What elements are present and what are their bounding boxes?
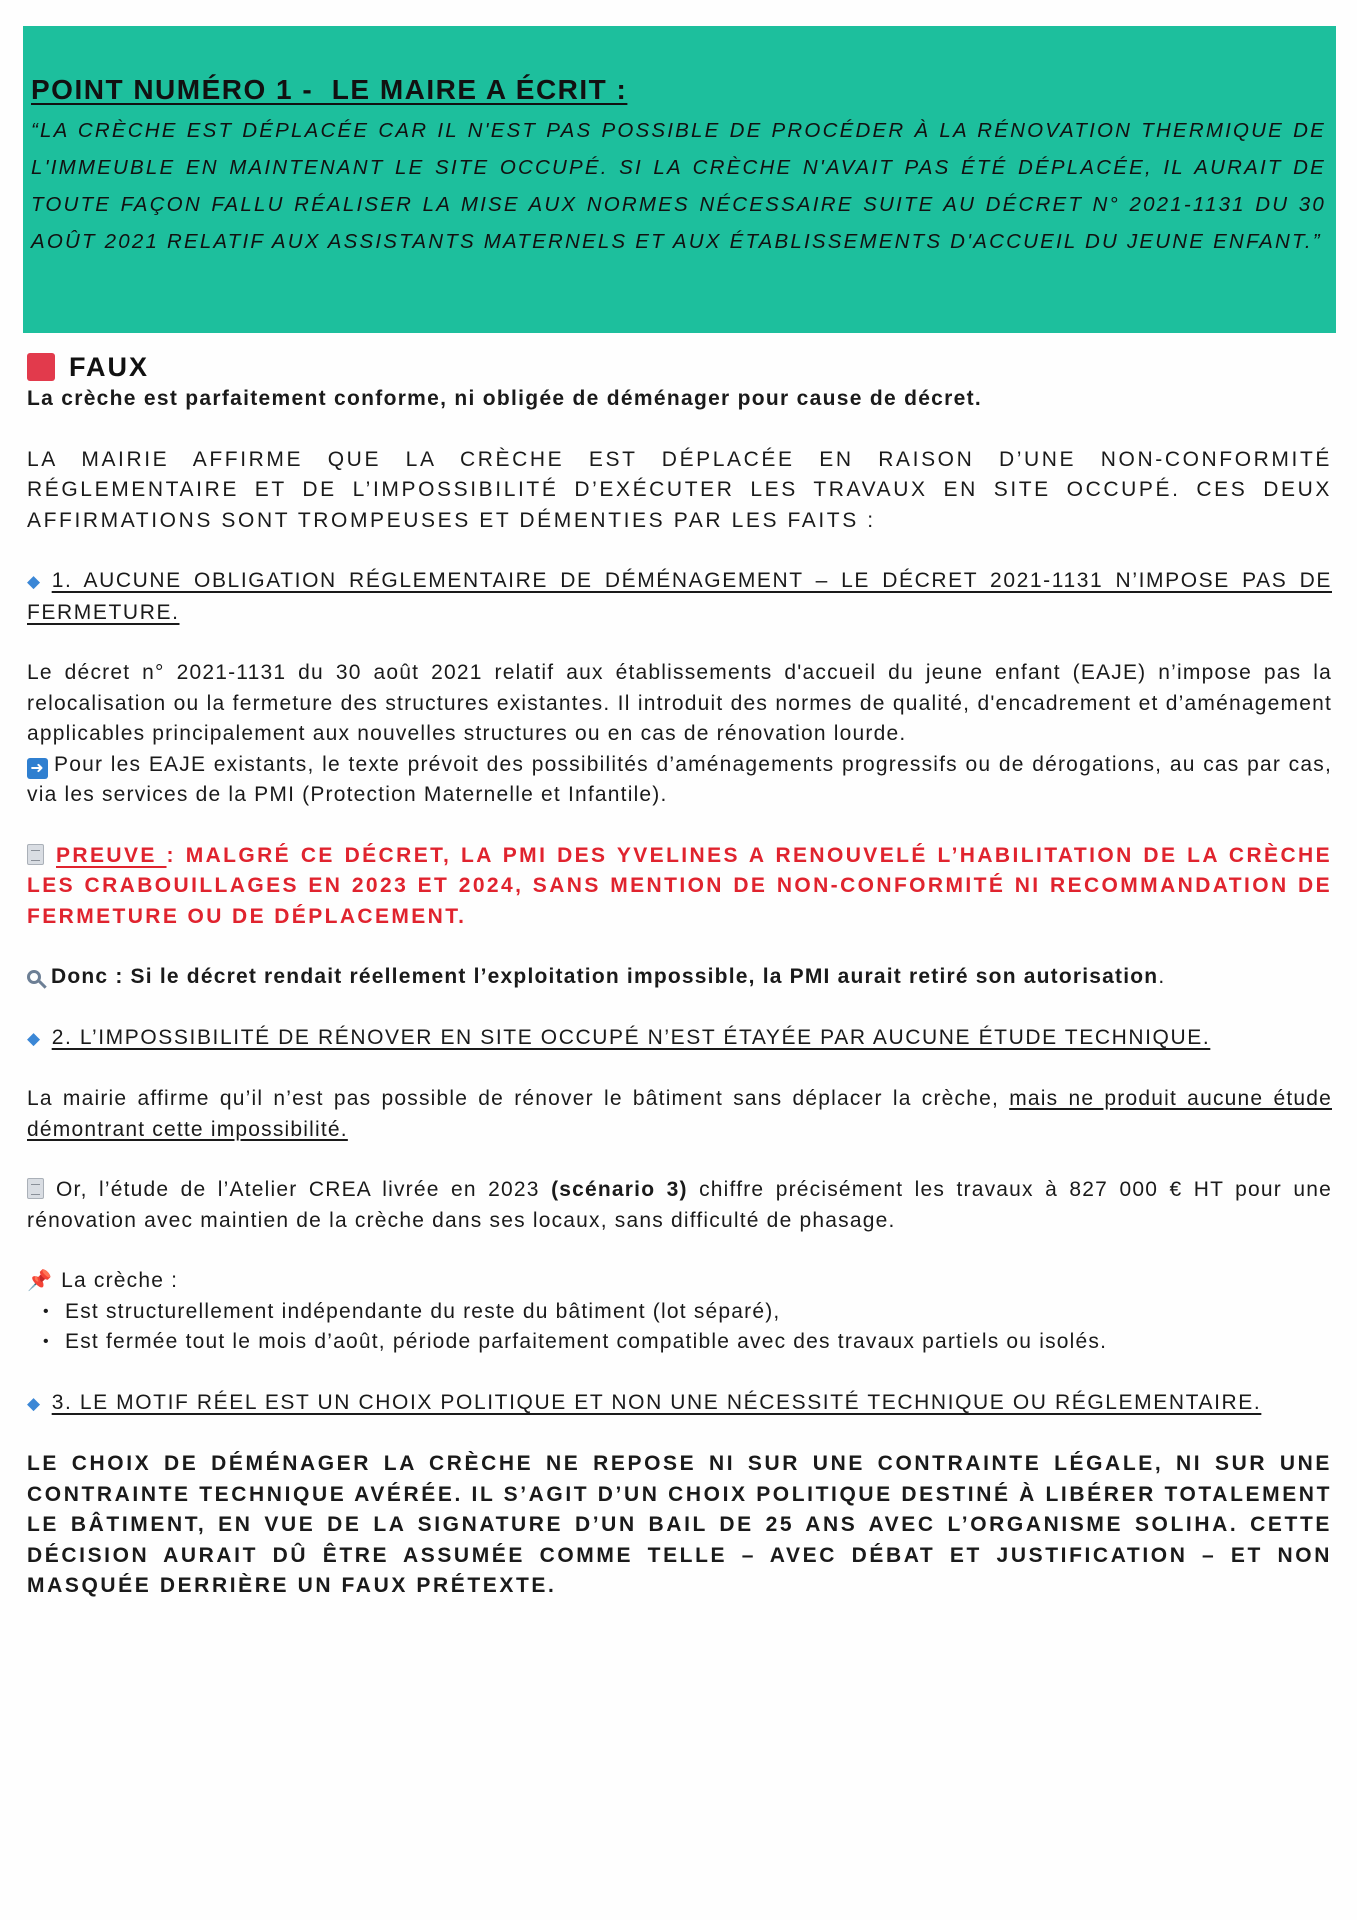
pushpin-icon: 📌: [27, 1270, 54, 1292]
list-item: • Est structurellement indépendante du reste du bâtiment (lot séparé),: [65, 1297, 1332, 1328]
list-item: • Est fermée tout le mois d’août, période parfaitement compatible avec des travaux partiels ou isolés.: [65, 1327, 1332, 1358]
blue-diamond-icon: ◆: [27, 1393, 42, 1413]
quote-text: “LA CRÈCHE EST DÉPLACÉE CAR IL N'EST PAS POSSIBLE DE PROCÉDER À LA RÉNOVATION THERMIQUE DE L'IMMEUBLE EN MAINTENANT LE SITE OCCUPÉ. SI LA CRÈCHE N'AVAIT PAS ÉTÉ DÉPLACÉE, IL AURAIT DE TOUTE FAÇON FALLU RÉALISER LA MISE AUX NORMES NÉCESSAIRE SUITE AU DÉCRET N° 2021-1131 DU 30 AOÛT 2021 RELATIF AUX ASSISTANTS MATERNELS ET AUX ÉTABLISSEMENTS D'ACCUEIL DU JEUNE ENFANT.”: [31, 119, 1326, 253]
document-icon: [27, 1178, 44, 1199]
blue-diamond-icon: ◆: [27, 1028, 42, 1048]
section-1-body: Le décret n° 2021-1131 du 30 août 2021 relatif aux établissements d'accueil du jeune enfant (EAJE) n’impose pas la relocalisation ou la fermeture des structures existantes. Il introduit des normes de qualité, d'encadrement et d’aménagement applicables principalement aux nouvelles structures ou en cas de rénovation lourde.: [27, 661, 1332, 745]
section-3-heading: ◆ 3. LE MOTIF RÉEL EST UN CHOIX POLITIQUE ET NON UNE NÉCESSITÉ TECHNIQUE OU RÉGLEMENTAIRE.: [27, 1388, 1332, 1420]
intro-paragraph: LA MAIRIE AFFIRME QUE LA CRÈCHE EST DÉPLACÉE EN RAISON D’UNE NON-CONFORMITÉ RÉGLEMENTAIRE ET DE L’IMPOSSIBILITÉ D’EXÉCUTER LES TRAVAUX EN SITE OCCUPÉ. CES DEUX AFFIRMATIONS SONT TROMPEUSES ET DÉMENTIES PAR LES FAITS :: [27, 447, 1332, 532]
red-square-icon: [27, 353, 55, 381]
section-1-conclusion: Donc : Si le décret rendait réellement l’exploitation impossible, la PMI aurait retiré son autorisation.: [27, 962, 1332, 993]
blue-diamond-icon: ◆: [27, 572, 42, 591]
right-arrow-icon: ➜: [27, 758, 48, 779]
verdict: [27, 350, 1332, 384]
document-body: [27, 350, 1332, 1602]
section-2-list-intro: 📌 La crèche :: [27, 1269, 179, 1292]
proof-label: PREUVE: [56, 843, 167, 867]
magnifier-icon: [27, 970, 41, 984]
verdict-summary: La crèche est parfaitement conforme, ni obligée de déménager pour cause de décret.: [27, 387, 983, 410]
section-2-heading: ◆ 2. L’IMPOSSIBILITÉ DE RÉNOVER EN SITE OCCUPÉ N’EST ÉTAYÉE PAR AUCUNE ÉTUDE TECHNIQUE.: [27, 1023, 1332, 1055]
section-3-conclusion: LE CHOIX DE DÉMÉNAGER LA CRÈCHE NE REPOSE NI SUR UNE CONTRAINTE LÉGALE, NI SUR UNE CONTRAINTE TECHNIQUE AVÉRÉE. IL S’AGIT D’UN CHOIX POLITIQUE DESTINÉ À LIBÉRER TOTALEMENT LE BÂTIMENT, EN VUE DE LA SIGNATURE D’UN BAIL DE 25 ANS AVEC L’ORGANISME SOLIHA. CETTE DÉCISION AURAIT DÛ ÊTRE ASSUMÉE COMME TELLE – AVEC DÉBAT ET JUSTIFICATION – ET NON MASQUÉE DERRIÈRE UN FAUX PRÉTEXTE.: [27, 1452, 1332, 1597]
section-2-study: Or, l’étude de l’Atelier CREA livrée en 2023 (scénario 3) chiffre précisément les travaux à 827 000 € HT pour une rénovation avec maintien de la crèche dans ses locaux, sans difficulté de phasage.: [27, 1178, 1332, 1232]
section-1-heading: ◆ 1. AUCUNE OBLIGATION RÉGLEMENTAIRE DE DÉMÉNAGEMENT – LE DÉCRET 2021-1131 N’IMPOSE PAS DE FERMETURE.: [27, 569, 1332, 624]
quote-title: POINT NUMÉRO 1 - LE MAIRE A ÉCRIT :: [31, 74, 628, 105]
section-1-note: ➜ Pour les EAJE existants, le texte prévoit des possibilités d’aménagements progressifs ou de dérogations, au cas par cas, via les services de la PMI (Protection Maternelle et Infantile).: [27, 752, 1332, 806]
quote-box: [23, 26, 1336, 333]
section-1-proof: PREUVE : MALGRÉ CE DÉCRET, LA PMI DES YVELINES A RENOUVELÉ L’HABILITATION DE LA CRÈCHE LES CRABOUILLAGES EN 2023 ET 2024, SANS MENTION DE NON-CONFORMITÉ NI RECOMMANDATION DE FERMETURE OU DE DÉPLACEMENT.: [27, 843, 1332, 928]
verdict-label: FAUX: [69, 351, 150, 382]
section-2-body: La mairie affirme qu’il n’est pas possible de rénover le bâtiment sans déplacer la crèche, mais ne produit aucune étude démontrant cette impossibilité.: [27, 1087, 1332, 1141]
feature-list: [27, 1297, 1332, 1358]
document-icon: [27, 844, 44, 865]
